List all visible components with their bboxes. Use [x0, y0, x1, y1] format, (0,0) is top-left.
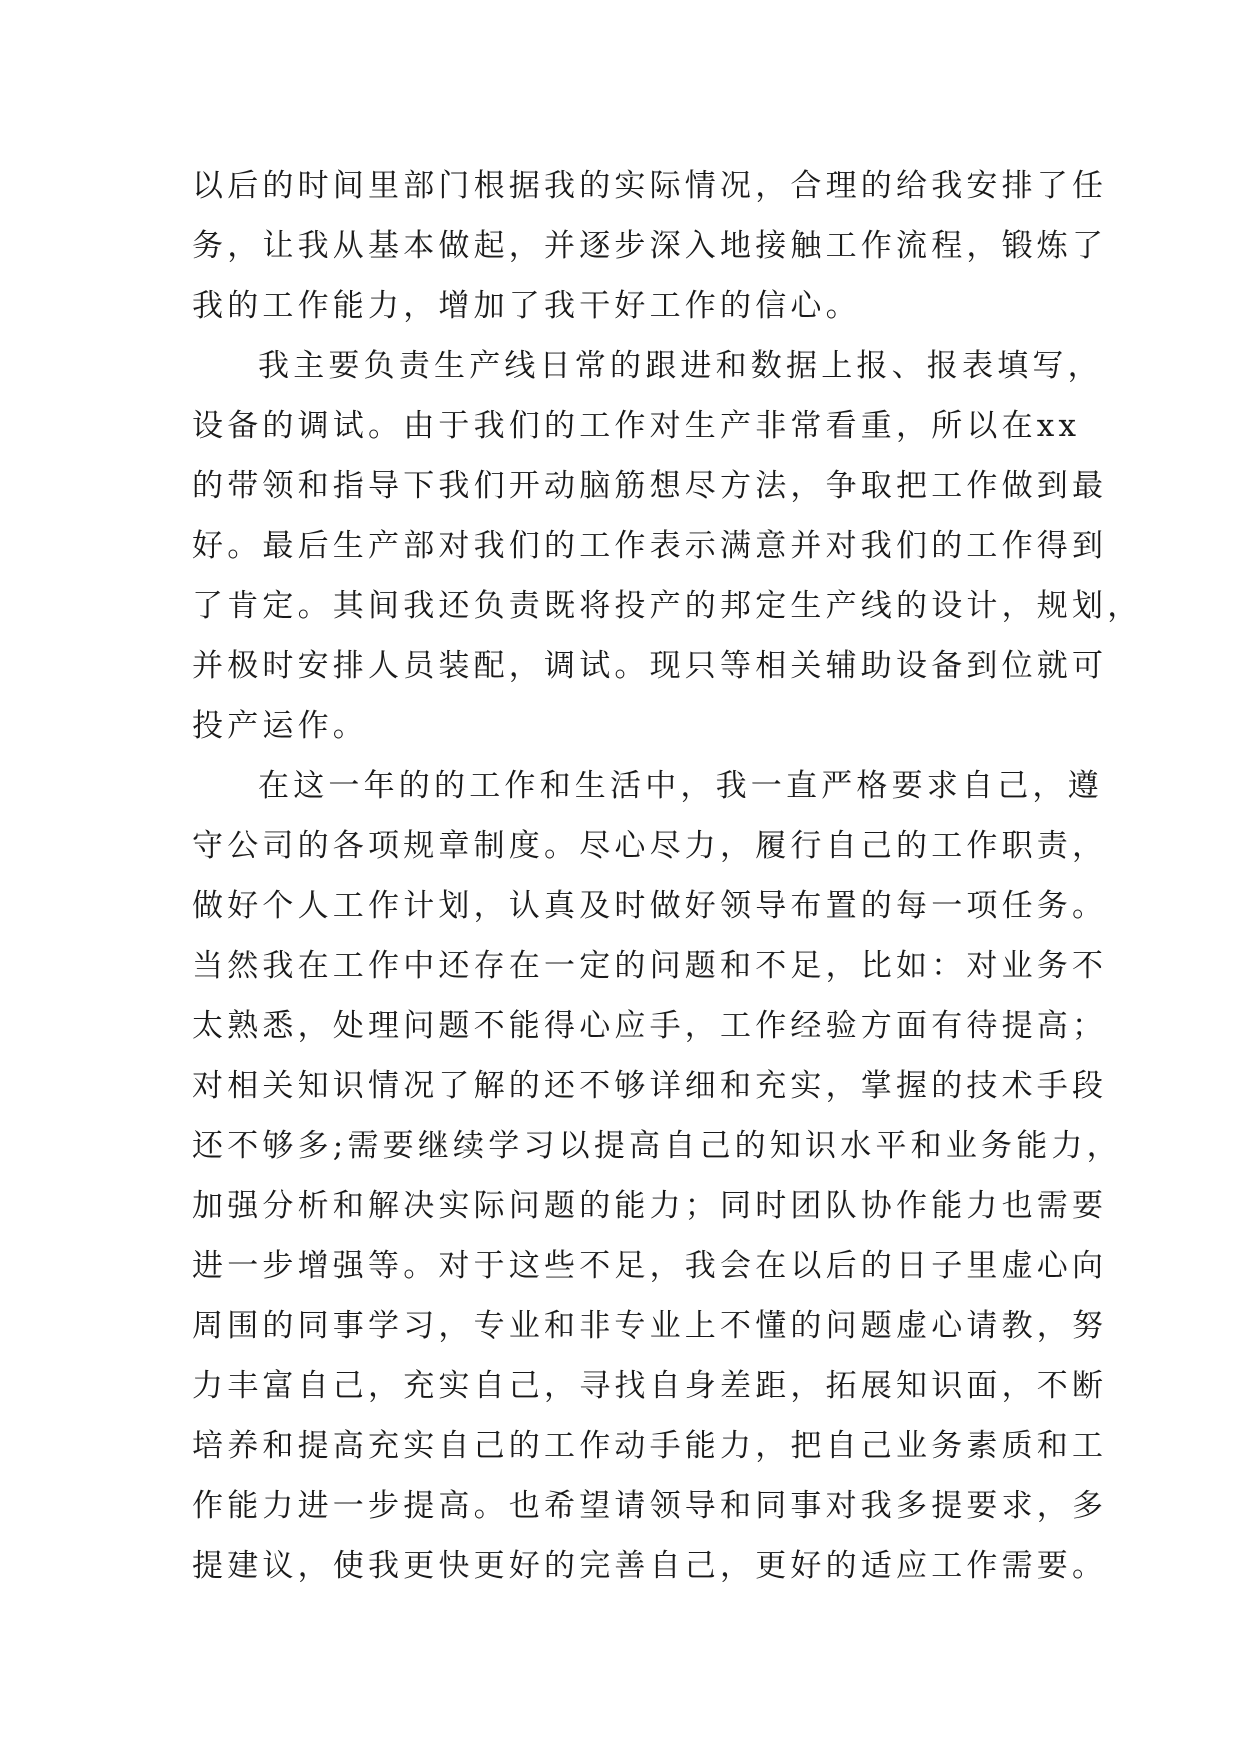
paragraph-3-line-5: 太熟悉，处理问题不能得心应手，工作经验方面有待提高； — [192, 1008, 1108, 1044]
paragraph-3-line-6: 对相关知识情况了解的还不够详细和充实，掌握的技术手段 — [192, 1068, 1108, 1104]
paragraph-3-line-8: 加强分析和解决实际问题的能力；同时团队协作能力也需要 — [192, 1188, 1108, 1224]
paragraph-3-line-2: 守公司的各项规章制度。尽心尽力，履行自己的工作职责， — [192, 828, 1108, 864]
paragraph-3-line-10: 周围的同事学习，专业和非专业上不懂的问题虚心请教，努 — [192, 1308, 1108, 1344]
document-body — [192, 156, 1143, 1596]
paragraph-3-line-4: 当然我在工作中还存在一定的问题和不足，比如：对业务不 — [192, 948, 1108, 984]
paragraph-3-line-1: 在这一年的的工作和生活中，我一直严格要求自己，遵 — [258, 768, 1103, 804]
paragraph-3-line-7: 还不够多;需要继续学习以提高自己的知识水平和业务能力， — [192, 1128, 1122, 1164]
paragraph-2-line-6: 并极时安排人员装配，调试。现只等相关辅助设备到位就可 — [192, 648, 1108, 684]
paragraph-1-line-3: 我的工作能力，增加了我干好工作的信心。 — [192, 288, 861, 324]
paragraph-2-line-5: 了肯定。其间我还负责既将投产的邦定生产线的设计，规划， — [192, 588, 1143, 624]
paragraph-2-line-7: 投产运作。 — [192, 708, 368, 744]
paragraph-1-line-2: 务，让我从基本做起，并逐步深入地接触工作流程，锻炼了 — [192, 228, 1108, 264]
paragraph-3-line-9: 进一步增强等。对于这些不足，我会在以后的日子里虚心向 — [192, 1248, 1108, 1284]
paragraph-3-line-14: 提建议，使我更快更好的完善自己，更好的适应工作需要。 — [192, 1548, 1108, 1584]
paragraph-2-line-2: 设备的调试。由于我们的工作对生产非常看重，所以在xx — [192, 408, 1081, 444]
paragraph-3-line-13: 作能力进一步提高。也希望请领导和同事对我多提要求，多 — [192, 1488, 1108, 1524]
paragraph-3-line-3: 做好个人工作计划，认真及时做好领导布置的每一项任务。 — [192, 888, 1108, 924]
paragraph-3-line-11: 力丰富自己，充实自己，寻找自身差距，拓展知识面，不断 — [192, 1368, 1108, 1404]
paragraph-2-line-4: 好。最后生产部对我们的工作表示满意并对我们的工作得到 — [192, 528, 1108, 564]
paragraph-1-line-1: 以后的时间里部门根据我的实际情况，合理的给我安排了任 — [192, 168, 1108, 204]
paragraph-2-line-1: 我主要负责生产线日常的跟进和数据上报、报表填写， — [258, 348, 1103, 384]
paragraph-2-line-3: 的带领和指导下我们开动脑筋想尽方法，争取把工作做到最 — [192, 468, 1108, 504]
paragraph-3-line-12: 培养和提高充实自己的工作动手能力，把自己业务素质和工 — [192, 1428, 1108, 1464]
